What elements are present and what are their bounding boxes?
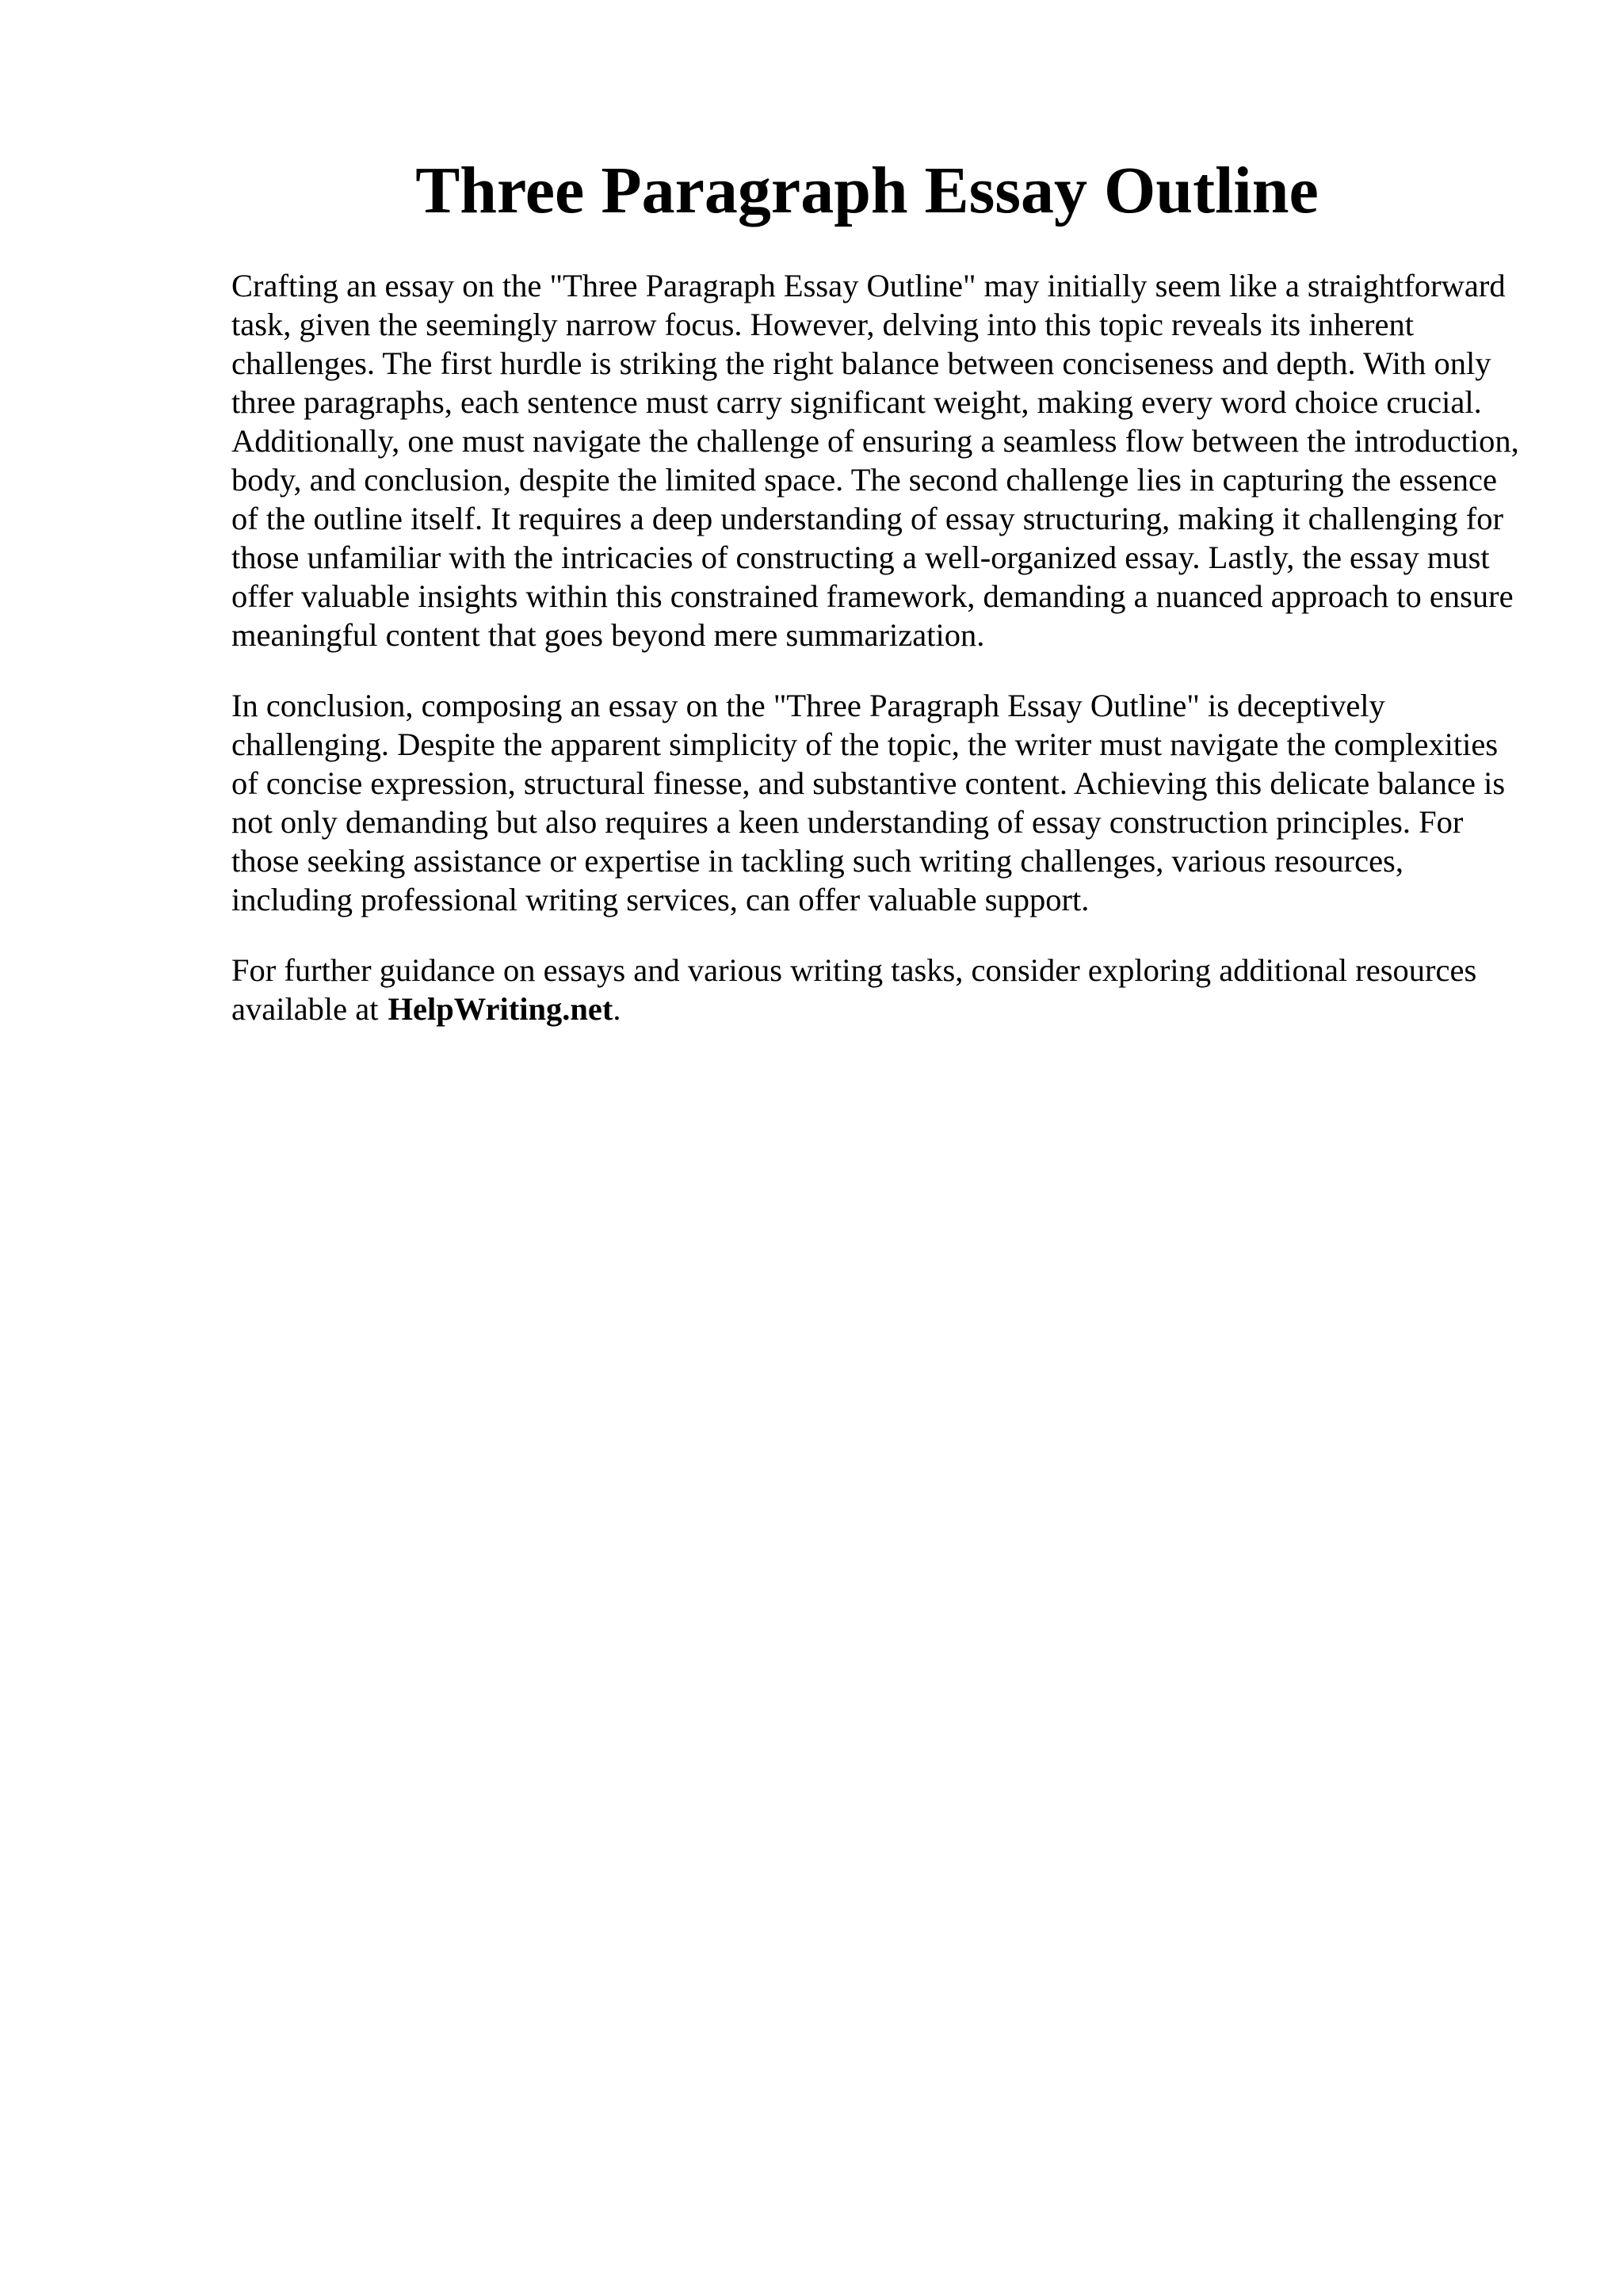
paragraph-conclusion: In conclusion, composing an essay on the "Three Paragraph Essay Outline" is deceptively challenging. Despite the apparent simplicity of the topic, the writer must navigate the complexities of concise expression, structural finesse, and substantive content. Achieving this delicate balance is not only demanding but also requires a keen understanding of essay construction principles. For those seeking assistance or expertise in tackling such writing challenges, various resources, including professional writing services, can offer valuable support. bbox=[231, 688, 1506, 917]
page-title: Three Paragraph Essay Outline bbox=[415, 154, 1319, 227]
helpwriting-link[interactable]: HelpWriting.net bbox=[388, 991, 613, 1027]
document-body bbox=[231, 266, 1528, 1060]
closing-text: For further guidance on essays and various writing tasks, consider exploring additional resources available at bbox=[231, 952, 1477, 1027]
paragraph-closing bbox=[231, 951, 1528, 1028]
paragraph-intro: Crafting an essay on the "Three Paragraph Essay Outline" may initially seem like a straightforward task, given the seemingly narrow focus. However, delving into this topic reveals its inherent challenges. The first hurdle is striking the right balance between conciseness and depth. With only three paragraphs, each sentence must carry significant weight, making every word choice crucial. Additionally, one must navigate the challenge of ensuring a seamless flow between the introduction, body, and conclusion, despite the limited space. The second challenge lies in capturing the essence of the outline itself. It requires a deep understanding of essay structuring, making it challenging for those unfamiliar with the intricacies of constructing a well-organized essay. Lastly, the essay must offer valuable insights within this constrained framework, demanding a nuanced approach to ensure meaningful content that goes beyond mere summarization. bbox=[231, 268, 1519, 653]
closing-period: . bbox=[613, 991, 621, 1027]
